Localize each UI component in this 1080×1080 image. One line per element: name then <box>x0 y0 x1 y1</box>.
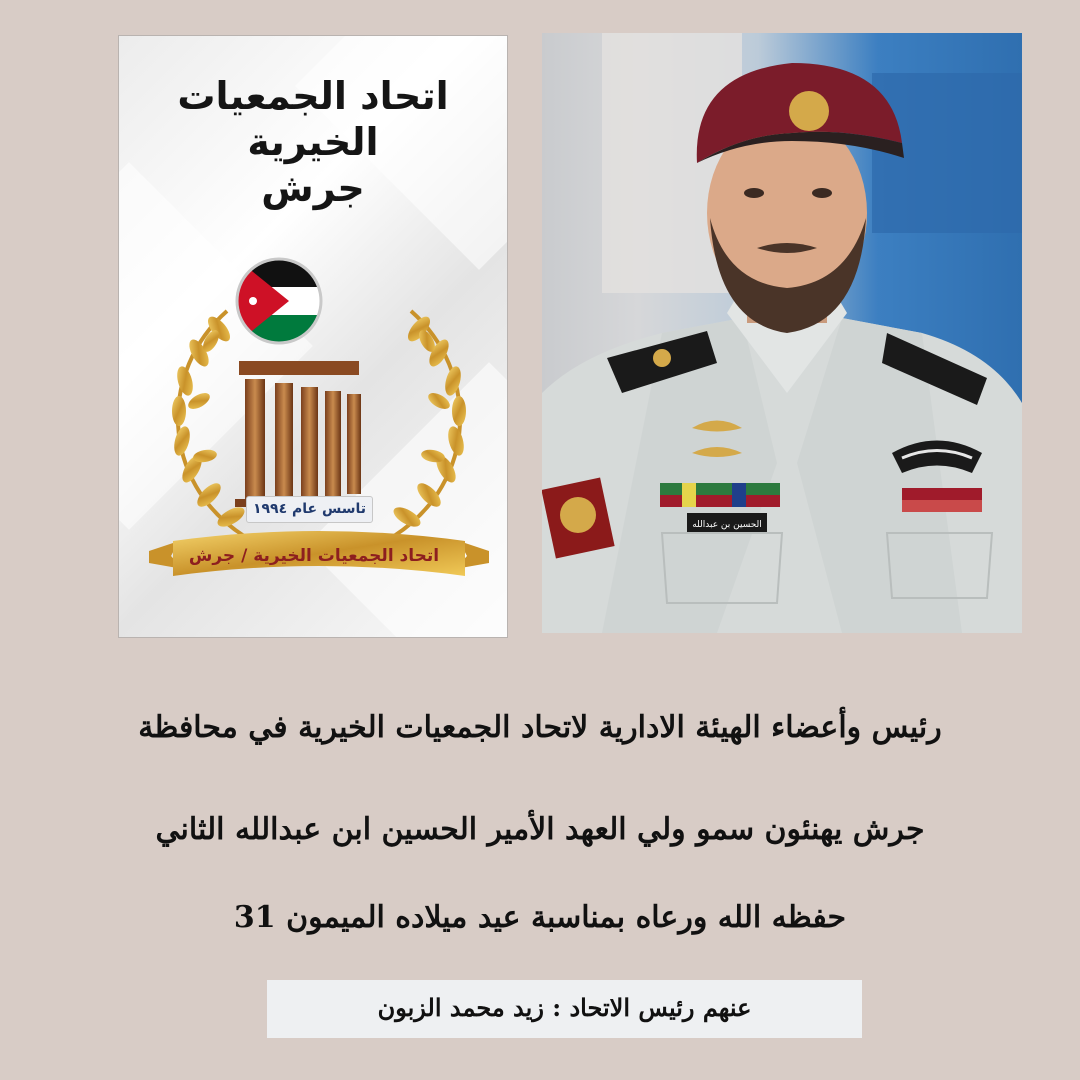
greeting-line-2: جرش يهنئون سمو ولي العهد الأمير الحسين ابن عبدالله الثاني <box>155 812 925 847</box>
greeting-line-3: حفظه الله ورعاه بمناسبة عيد ميلاده الميمون 31 <box>233 900 847 935</box>
signature-box <box>267 980 862 1038</box>
greeting-line-1: رئيس وأعضاء الهيئة الادارية لاتحاد الجمعيات الخيرية في محافظة <box>138 710 942 745</box>
poster-subtitle: جرش <box>261 166 365 210</box>
founded-badge: تاسس عام ١٩٩٤ <box>246 496 373 523</box>
jerash-columns-icon <box>235 361 369 507</box>
crown-prince-photo <box>542 33 1022 633</box>
name-tag-text: الحسين بن عبدالله <box>692 520 762 530</box>
ribbon-label: اتحاد الجمعيات الخيرية / جرش <box>188 546 440 566</box>
poster-title: اتحاد الجمعيات الخيرية <box>177 74 449 164</box>
signature-text: عنهم رئيس الاتحاد : زيد محمد الزبون <box>377 993 752 1022</box>
portrait-illustration <box>542 33 1022 633</box>
beret-badge-icon <box>789 91 829 131</box>
union-poster <box>118 35 508 638</box>
